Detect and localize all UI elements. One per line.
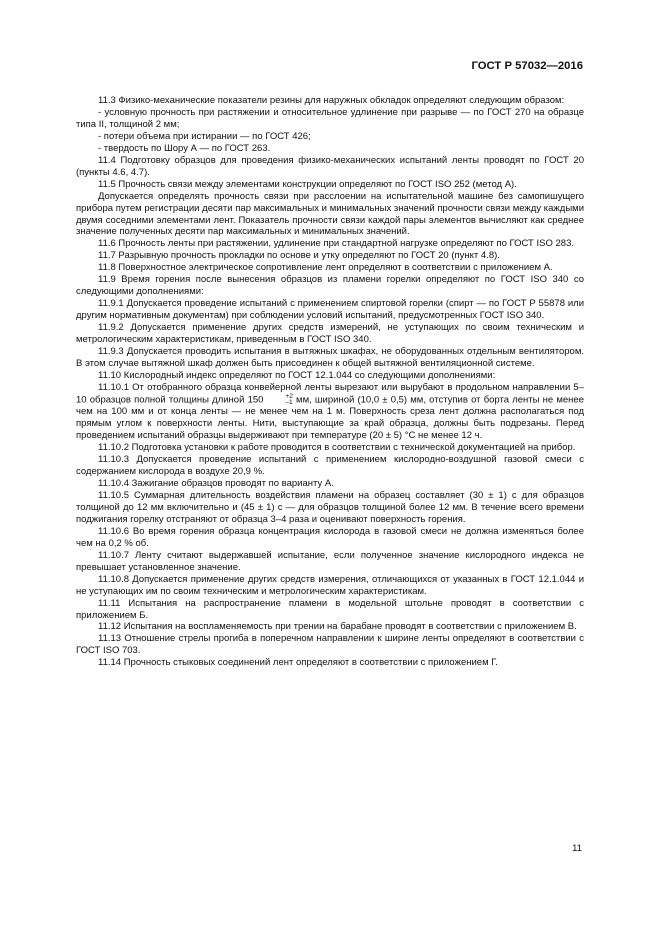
paragraph: 11.10.6 Во время горения образца концентрация кислорода в газовой смеси не должна изменяться более чем на 0,2 % об. [76, 525, 584, 549]
paragraphs-block-2 [76, 442, 584, 669]
paragraph: 11.14 Прочность стыковых соединений лент определяют в соответствии с приложением Г. [98, 657, 498, 669]
p-11-10-1-after: мм, шириной (10,0 ± 0,5) мм, отступив от борта ленты не менее чем на 100 мм и от конца ленты — не менее чем на 1 м. Поверхность среза лент должна располагаться под прямым углом к поверхности ленты. Нити, выступающие за край образца, должны быть подрезаны. Перед проведением испытаний образцы выдерживают при температуре (20 ± 5) °С не менее 12 ч. [76, 394, 584, 442]
tolerance-superscript [263, 394, 292, 406]
paragraph: 11.4 Подготовку образцов для проведения физико-механических испытаний ленты проводят по ГОСТ 20 (пункты 4.6, 4.7). [76, 154, 584, 178]
paragraph: 11.11 Испытания на распространение пламени в модельной штольне проводят в соответствии с приложением Б. [76, 597, 584, 621]
paragraph: 11.10.8 Допускается применение других средств измерения, отличающихся от указанных в ГОСТ 12.1.044 и не уступающих им по своим техническим и метрологическим характеристикам. [76, 573, 584, 597]
paragraph: 11.10.2 Подготовка установки к работе проводится в соответствии с технической документацией на прибор. [98, 442, 576, 454]
paragraph: Допускается определять прочность связи при расслоении на испытательной машине без самопишущего прибора путем регистрации десяти пар максимальных и минимальных значений прочности связи между каждыми двумя соседними элементами лент. Показатель прочности связи каждой пары элементов вычисляют как среднее значение полученных десяти пар максимальных и минимальных значений. [76, 190, 584, 238]
standard-header: ГОСТ Р 57032—2016 [471, 60, 583, 72]
page-number: 11 [572, 843, 582, 854]
paragraph: 11.9 Время горения после вынесения образцов из пламени горелки определяют по ГОСТ ISO 340 со следующими дополнениями: [76, 274, 584, 298]
paragraph: 11.10.3 Допускается проведение испытаний с применением кислородно-воздушной газовой смеси с содержанием кислорода в воздухе 20,9 %. [76, 454, 584, 478]
paragraph: 11.9.3 Допускается проводить испытания в вытяжных шкафах, не оборудованных отдельным вентилятором. В этом случае вытяжной шкаф должен быть присоединен к общей вытяжной вентиляционной системе. [76, 346, 584, 369]
paragraph: 11.5 Прочность связи между элементами конструкции определяют по ГОСТ ISO 252 (метод А). [98, 178, 517, 190]
tolerance-lower: –1 [285, 398, 293, 406]
paragraph: 11.3 Физико-механические показатели резины для наружных обкладок определяют следующим образом: [98, 95, 565, 106]
document-body [76, 95, 584, 669]
paragraph: 11.10.4 Зажигание образцов проводят по варианту А. [98, 478, 334, 490]
paragraph-11-10-1 [76, 382, 584, 442]
paragraph: 11.9.2 Допускается применение других средств измерений, не уступающих по своим техническим и метрологическим характеристикам, приведенным в ГОСТ ISO 340. [76, 322, 584, 346]
paragraph: - потери объема при истирании — по ГОСТ 426; [98, 130, 311, 142]
paragraph: 11.9.1 Допускается проведение испытаний с применением спиртовой горелки (спирт — по ГОСТ Р 55878 или другим нормативным документам) при соблюдении условий испытаний, предусмотренных ГОСТ ISO 340. [76, 298, 584, 322]
p-11-10-1-before: 11.10.1 От отобранного образца конвейерной ленты вырезают или вырубают в продольном направлении 5–10 образцов полной толщины длиной 150 [76, 381, 584, 406]
paragraph: 11.13 Отношение стрелы прогиба в поперечном направлении к ширине ленты определяют в соответствии с ГОСТ ISO 703. [76, 633, 584, 657]
paragraphs-block-1 [76, 95, 584, 382]
paragraph: 11.10.5 Суммарная длительность воздействия пламени на образец составляет (30 ± 1) с для образцов толщиной до 12 мм включительно и (45 ± 1) с — для образцов толщиной более 12 мм. В течение всего времени поджигания горелку отстраняют от образца 3–4 раза и оценивают поверхность горения. [76, 489, 584, 525]
paragraph: 11.10 Кислородный индекс определяют по ГОСТ 12.1.044 со следующими дополнениями: [98, 369, 496, 381]
paragraph: - твердость по Шору А — по ГОСТ 263. [98, 142, 271, 154]
paragraph: 11.8 Поверхностное электрическое сопротивление лент определяют в соответствии с приложением А. [98, 262, 553, 274]
paragraph: 11.7 Разрывную прочность прокладки по основе и утку определяют по ГОСТ 20 (пункт 4.8). [98, 250, 500, 262]
tolerance-upper: +2 [285, 392, 293, 400]
paragraph: 11.10.7 Ленту считают выдержавшей испытание, если полученное значение кислородного индекса не превышает установленное значение. [76, 549, 584, 573]
paragraph: 11.12 Испытания на воспламеняемость при трении на барабане проводят в соответствии с приложением В. [98, 621, 577, 633]
paragraph: 11.6 Прочность ленты при растяжении, удлинение при стандартной нагрузке определяют по ГОСТ ISO 283. [98, 238, 574, 250]
paragraph: - условную прочность при растяжении и относительное удлинение при разрыве — по ГОСТ 270 на образце типа II, толщиной 2 мм; [76, 106, 584, 130]
